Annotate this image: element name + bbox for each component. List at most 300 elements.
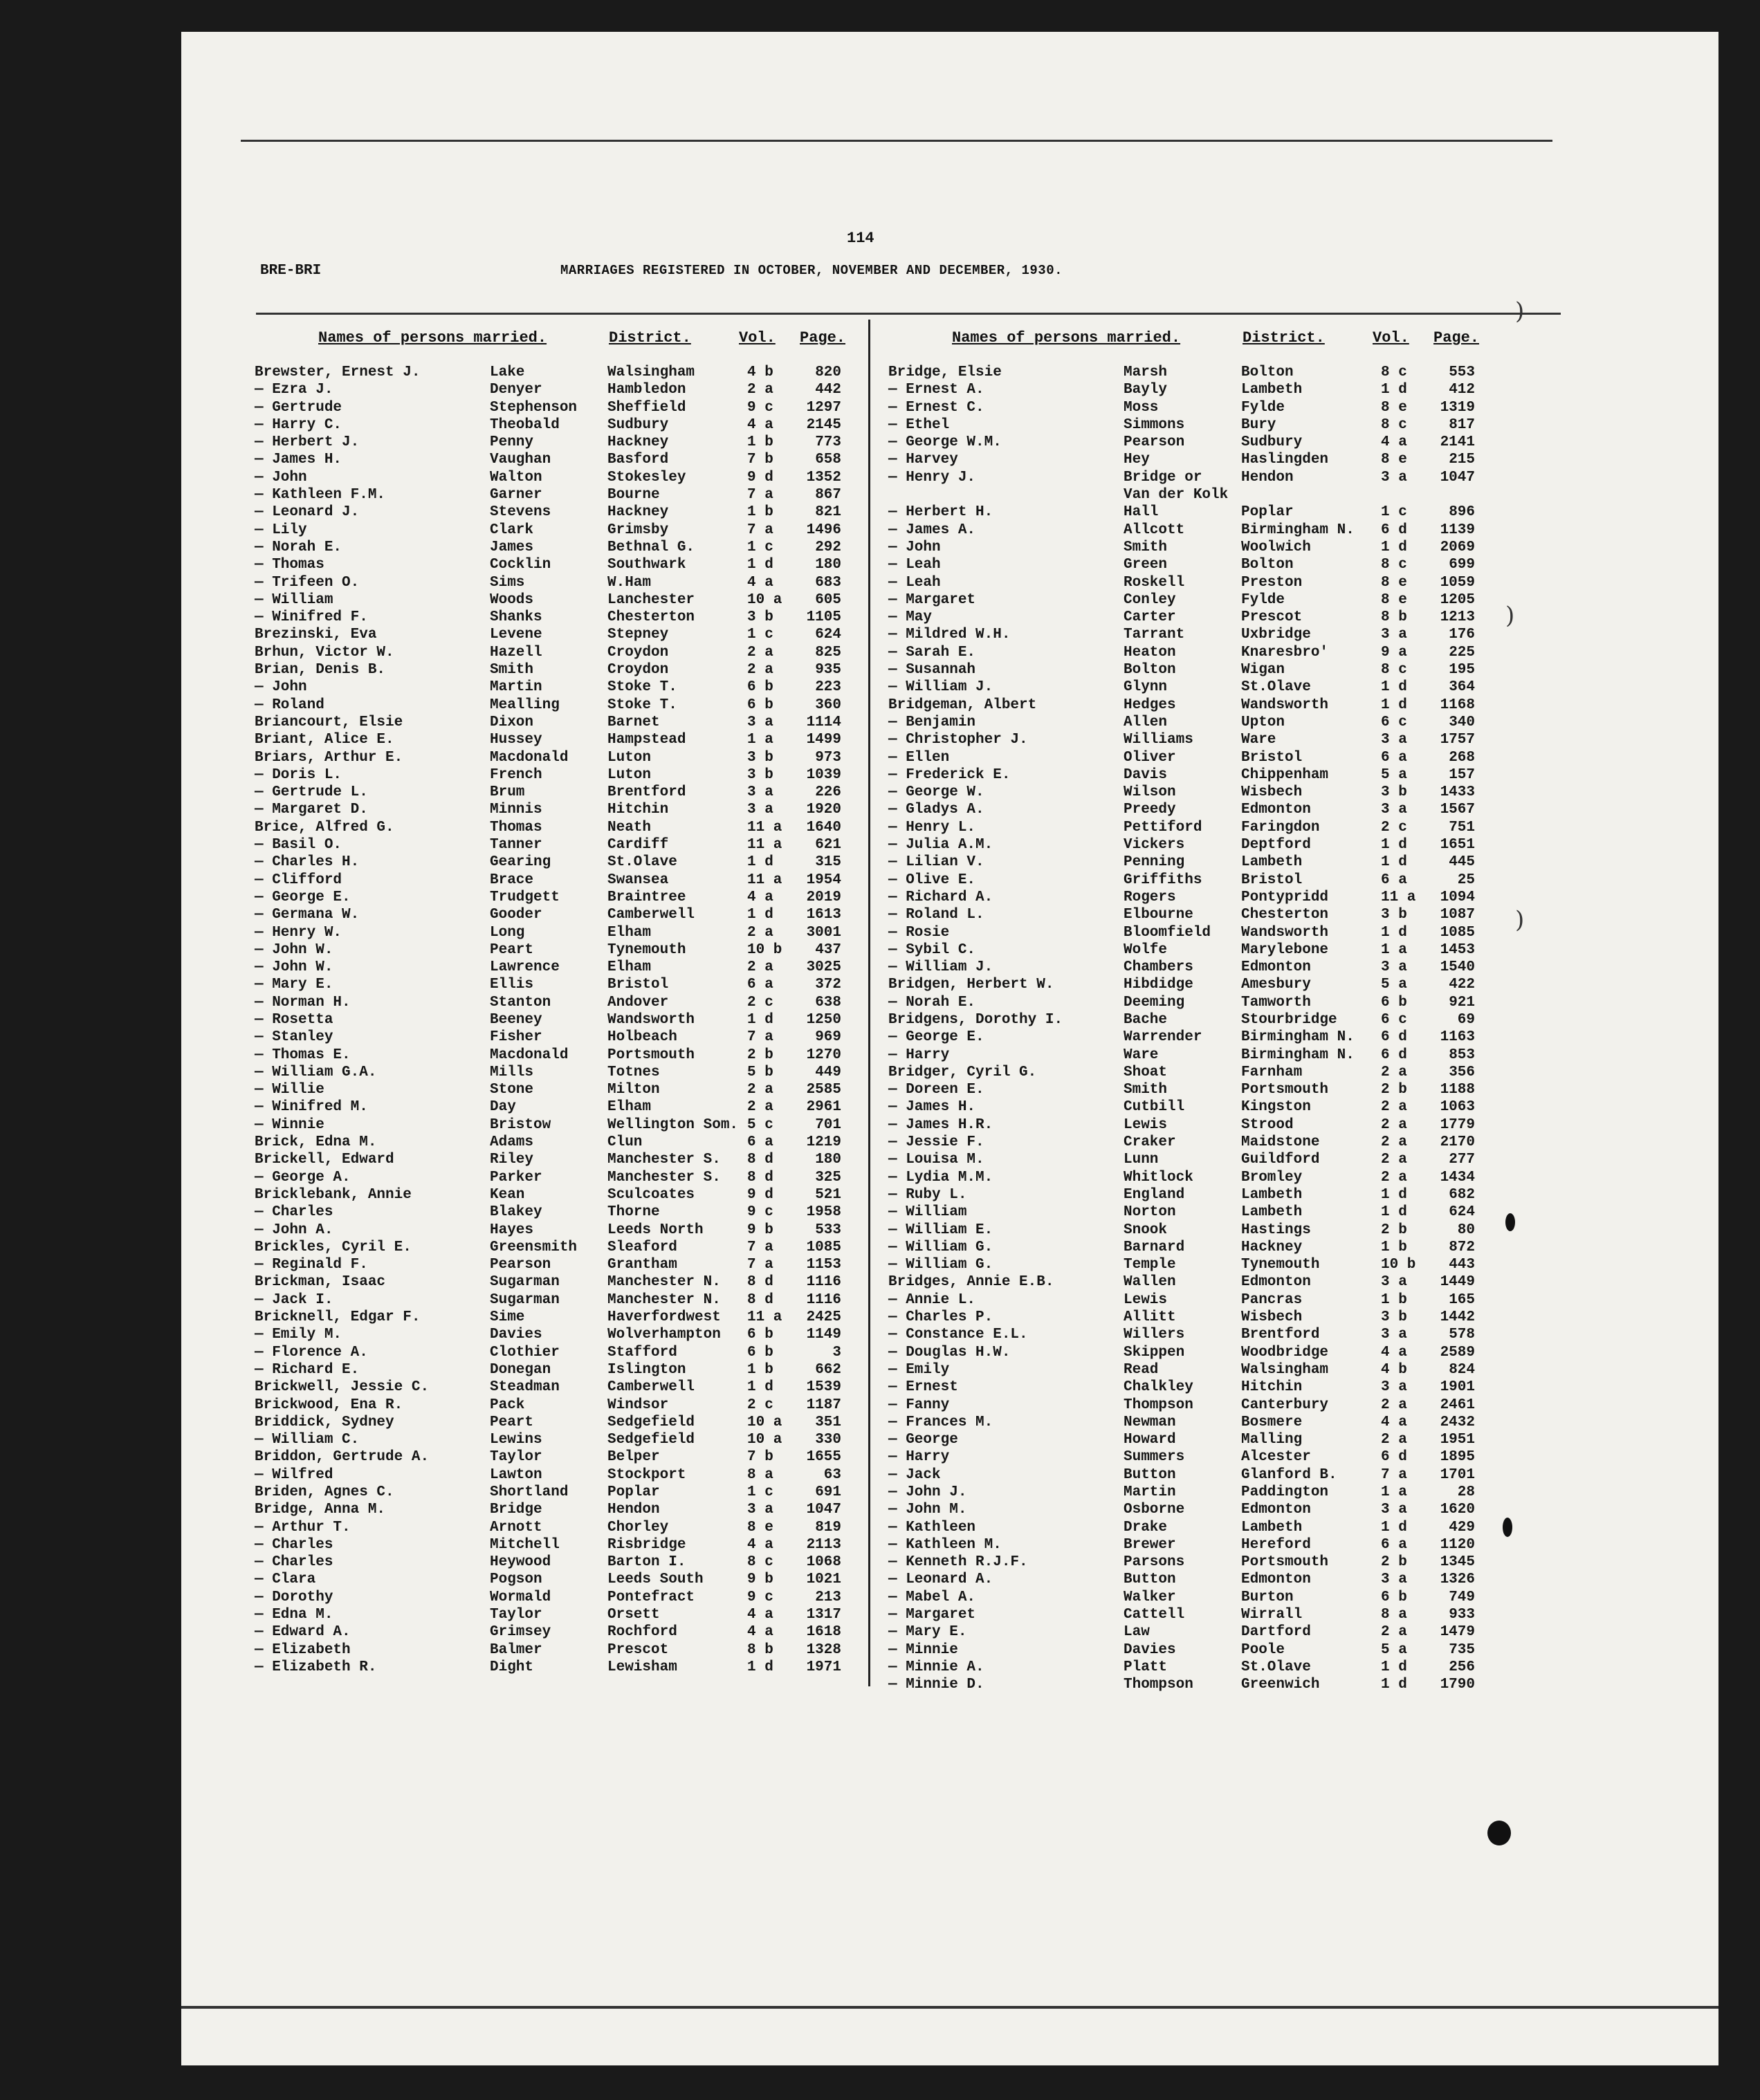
right-entry-row	[888, 1098, 1497, 1116]
entry-district: Stokesley	[607, 469, 686, 486]
entry-page: 2019	[806, 889, 841, 905]
left-entry-row	[255, 1659, 863, 1676]
right-entry-row	[888, 1151, 1497, 1168]
entry-page: 256	[1449, 1659, 1475, 1675]
entry-page: 1453	[1440, 941, 1475, 958]
right-entry-row	[888, 889, 1497, 906]
entry-vol: 6 d	[1381, 522, 1407, 538]
entry-page: 683	[815, 574, 841, 591]
entry-name: — John	[255, 679, 307, 696]
left-entry-row	[255, 906, 863, 923]
left-entry-row	[255, 434, 863, 451]
district-heading: District.	[609, 329, 691, 347]
entry-name: — William	[255, 591, 333, 608]
entry-page: 1068	[806, 1554, 841, 1571]
entry-vol: 3 a	[747, 784, 773, 801]
entry-page: 445	[1449, 854, 1475, 871]
entry-name: — Minnie D.	[888, 1677, 984, 1693]
entry-spouse: Deeming	[1124, 994, 1185, 1011]
left-entry-row	[255, 1623, 863, 1641]
entry-vol: 2 a	[747, 644, 773, 661]
entry-name: — William G.	[888, 1239, 993, 1255]
entry-vol: 7 a	[747, 1257, 773, 1273]
entry-vol: 8 a	[1381, 1607, 1407, 1623]
entry-district: Lambeth	[1241, 1186, 1303, 1203]
entry-district: Windsor	[607, 1397, 669, 1413]
entry-name: Briars, Arthur E.	[255, 749, 403, 766]
entry-district: Pontypridd	[1241, 889, 1329, 905]
entry-name: — John W.	[255, 959, 333, 976]
entry-vol: 8 c	[1381, 662, 1407, 679]
entry-name: Brhun, Victor W.	[255, 644, 394, 661]
entry-spouse: Shortland	[490, 1484, 569, 1500]
entry-district: Chippenham	[1241, 766, 1329, 783]
entry-vol: 1 d	[747, 557, 773, 573]
left-entry-row	[255, 574, 863, 591]
entry-spouse: Allen	[1124, 714, 1168, 730]
entry-name: — Constance E.L.	[888, 1327, 1028, 1343]
entry-page: 1655	[806, 1449, 841, 1466]
right-entry-row	[888, 504, 1497, 521]
entry-spouse: Williams	[1124, 732, 1193, 748]
left-entry-row	[255, 1309, 863, 1326]
entry-name: — Benjamin	[888, 714, 976, 730]
entry-vol: 6 b	[747, 679, 773, 696]
entry-district: Croydon	[607, 644, 669, 661]
entry-page: 819	[815, 1519, 841, 1536]
right-entry-row	[888, 1081, 1497, 1098]
entry-page: 157	[1449, 766, 1475, 783]
entry-name: — Ethel	[888, 416, 950, 433]
entry-spouse: Grimsey	[490, 1624, 551, 1641]
entry-vol: 8 c	[1381, 416, 1407, 433]
entry-district: Alcester	[1241, 1449, 1311, 1466]
entry-district: Greenwich	[1241, 1677, 1320, 1693]
entry-spouse: Green	[1124, 557, 1168, 573]
entry-vol: 2 a	[1381, 1064, 1407, 1080]
entry-page: 1352	[806, 469, 841, 486]
entry-vol: 1 d	[1381, 837, 1407, 854]
entry-name: — Mildred W.H.	[888, 627, 1011, 643]
entry-name: — Mary E.	[255, 977, 333, 993]
entry-page: 360	[815, 697, 841, 713]
right-entry-row	[888, 522, 1497, 539]
left-entry-row	[255, 872, 863, 889]
entry-vol: 1 b	[747, 1361, 773, 1378]
entry-page: 223	[815, 679, 841, 696]
entry-district: Grantham	[607, 1257, 677, 1273]
entry-name: — Ernest	[888, 1379, 958, 1396]
entry-page: 1567	[1440, 802, 1475, 818]
entry-district: Manchester N.	[607, 1274, 721, 1291]
right-entry-row	[888, 1676, 1497, 1693]
entry-vol: 1 d	[1381, 382, 1407, 398]
entry-district: Barnet	[607, 714, 660, 730]
entry-spouse: Long	[490, 924, 525, 941]
entry-vol: 3 a	[1381, 1502, 1407, 1518]
entry-vol: 3 a	[747, 1502, 773, 1518]
left-entry-row	[255, 1536, 863, 1554]
right-entry-row	[888, 451, 1497, 468]
entry-district: Chorley	[607, 1519, 669, 1536]
right-entry-row	[888, 1222, 1497, 1239]
entry-page: 69	[1457, 1011, 1475, 1028]
entry-name: — Gertrude L.	[255, 784, 368, 801]
left-entry-row	[255, 1204, 863, 1221]
entry-vol: 4 a	[1381, 434, 1407, 451]
right-entry-row	[888, 1011, 1497, 1029]
entry-spouse: Read	[1124, 1361, 1159, 1378]
entry-page: 1250	[806, 1011, 841, 1028]
page-heading: Page.	[1433, 329, 1480, 347]
entry-spouse: Sims	[490, 574, 525, 591]
page-number: 114	[847, 230, 874, 247]
entry-page: 973	[815, 749, 841, 766]
entry-name: — Richard A.	[888, 889, 993, 905]
entry-name: — Sybil C.	[888, 941, 976, 958]
entry-district: Deptford	[1241, 837, 1311, 854]
entry-page: 1326	[1440, 1572, 1475, 1588]
right-entry-row	[888, 661, 1497, 679]
entry-name: — Doris L.	[255, 766, 342, 783]
right-entry-row	[888, 1204, 1497, 1221]
entry-spouse: Hedges	[1124, 697, 1176, 713]
entry-vol: 1 d	[747, 1011, 773, 1028]
entry-page: 1958	[806, 1204, 841, 1221]
entry-spouse: Stone	[490, 1082, 534, 1098]
entry-spouse: Allcott	[1124, 522, 1185, 538]
entry-page: 1317	[806, 1607, 841, 1623]
entry-district: Wisbech	[1241, 784, 1303, 801]
entry-spouse: Thompson	[1124, 1397, 1193, 1413]
entry-district: Lambeth	[1241, 1204, 1303, 1221]
left-entry-row	[255, 1186, 863, 1204]
right-entry-row	[888, 1519, 1497, 1536]
entry-spouse: Summers	[1124, 1449, 1185, 1466]
right-entry-row	[888, 1116, 1497, 1134]
entry-name: — Kathleen F.M.	[255, 487, 386, 504]
index-range: BRE-BRI	[260, 263, 322, 279]
entry-name: — Edward A.	[255, 1624, 351, 1641]
entry-spouse: Temple	[1124, 1257, 1176, 1273]
entry-district: Bolton	[1241, 557, 1294, 573]
entry-district: Portsmouth	[1241, 1082, 1329, 1098]
entry-spouse: Tarrant	[1124, 627, 1185, 643]
entry-page: 2961	[806, 1099, 841, 1116]
entry-name: — Herbert J.	[255, 434, 360, 451]
entry-vol: 3 b	[1381, 1309, 1407, 1326]
entry-name: — Henry J.	[888, 469, 976, 486]
entry-page: 699	[1449, 557, 1475, 573]
entry-name: Bridger, Cyril G.	[888, 1064, 1037, 1080]
entry-name: — William G.	[888, 1257, 993, 1273]
entry-page: 682	[1449, 1186, 1475, 1203]
entry-vol: 3 a	[1381, 627, 1407, 643]
entry-district: Hitchin	[1241, 1379, 1303, 1396]
entry-spouse: Blakey	[490, 1204, 542, 1221]
entry-name: — George	[888, 1432, 958, 1448]
left-entry-row	[255, 591, 863, 609]
right-entry-row	[888, 679, 1497, 696]
entry-spouse: Steadman	[490, 1379, 560, 1396]
entry-vol: 1 b	[747, 504, 773, 521]
right-entry-row	[888, 1134, 1497, 1151]
entry-vol: 2 a	[747, 959, 773, 976]
right-entry-row	[888, 1448, 1497, 1466]
entry-district: Lambeth	[1241, 382, 1303, 398]
entry-spouse: Hibdidge	[1124, 977, 1193, 993]
entry-vol: 9 c	[747, 399, 773, 416]
right-entry-row	[888, 1484, 1497, 1501]
entry-page: 821	[815, 504, 841, 521]
entry-name: Bridgens, Dorothy I.	[888, 1011, 1063, 1028]
entry-name: — Minnie	[888, 1641, 958, 1658]
entry-page: 691	[815, 1484, 841, 1500]
entry-name: — John M.	[888, 1502, 967, 1518]
entry-vol: 3 a	[1381, 1572, 1407, 1588]
entry-vol: 2 a	[747, 924, 773, 941]
entry-spouse: Stevens	[490, 504, 551, 521]
entry-spouse: Clothier	[490, 1344, 560, 1361]
entry-name: — Henry L.	[888, 819, 976, 836]
entry-district: Bosmere	[1241, 1414, 1303, 1430]
left-entry-row	[255, 1554, 863, 1571]
entry-spouse: Skippen	[1124, 1344, 1185, 1361]
entry-district: Belper	[607, 1449, 660, 1466]
entry-district: Bristol	[607, 977, 669, 993]
entry-vol: 3 b	[1381, 907, 1407, 923]
entry-vol: 3 a	[747, 714, 773, 730]
entry-page: 1620	[1440, 1502, 1475, 1518]
entry-spouse: Hayes	[490, 1222, 534, 1238]
left-entry-row	[255, 731, 863, 748]
entry-name: — Harry	[888, 1047, 950, 1063]
entry-page: 442	[815, 382, 841, 398]
entry-name: — Elizabeth R.	[255, 1659, 377, 1675]
entry-spouse: Cutbill	[1124, 1099, 1185, 1116]
entry-vol: 7 a	[747, 1239, 773, 1255]
entry-vol: 1 d	[1381, 1204, 1407, 1221]
entry-district: Wigan	[1241, 662, 1285, 679]
entry-name: — Wilfred	[255, 1466, 333, 1483]
entry-page: 3	[832, 1344, 841, 1361]
entry-name: — Leah	[888, 574, 941, 591]
entry-spouse: Kean	[490, 1186, 525, 1203]
entry-page: 1116	[806, 1291, 841, 1308]
left-entry-row	[255, 451, 863, 468]
left-entry-row	[255, 469, 863, 486]
entry-spouse: Cocklin	[490, 557, 551, 573]
entry-vol: 6 b	[747, 697, 773, 713]
entry-name: — Christopher J.	[888, 732, 1028, 748]
entry-vol: 6 b	[1381, 1589, 1407, 1605]
entry-name: — Leonard J.	[255, 504, 360, 521]
district-heading: District.	[1243, 329, 1325, 347]
entry-vol: 1 d	[747, 854, 773, 871]
entry-name: — Norah E.	[888, 994, 976, 1011]
entry-district: Marylebone	[1241, 941, 1329, 958]
entry-vol: 5 b	[747, 1064, 773, 1080]
entry-name: — Mary E.	[888, 1624, 967, 1641]
entry-page: 1971	[806, 1659, 841, 1675]
entry-spouse: Clark	[490, 522, 534, 538]
entry-vol: 5 a	[1381, 1641, 1407, 1658]
entry-vol: 2 c	[1381, 819, 1407, 836]
entry-page: 28	[1457, 1484, 1475, 1500]
left-entries	[255, 364, 863, 1676]
entry-name: — James A.	[888, 522, 976, 538]
entry-district: Uxbridge	[1241, 627, 1311, 643]
entry-spouse: Theobald	[490, 416, 560, 433]
entry-vol: 1 d	[1381, 1519, 1407, 1536]
entry-page: 2069	[1440, 539, 1475, 555]
left-entry-row	[255, 504, 863, 521]
margin-mark: )	[1515, 906, 1525, 934]
entry-name: — Dorothy	[255, 1589, 333, 1605]
entry-vol: 1 b	[1381, 1291, 1407, 1308]
entry-page: 372	[815, 977, 841, 993]
entry-district: Stafford	[607, 1344, 677, 1361]
entry-vol: 3 b	[1381, 784, 1407, 801]
entry-district: Burton	[1241, 1589, 1294, 1605]
entry-district: Edmonton	[1241, 802, 1311, 818]
entry-name: Brice, Alfred G.	[255, 819, 394, 836]
entry-vol: 4 a	[747, 574, 773, 591]
right-column	[888, 329, 1497, 1694]
left-entry-row	[255, 381, 863, 398]
entry-spouse: Bayly	[1124, 382, 1168, 398]
entry-vol: 11 a	[747, 819, 782, 836]
entry-district: Edmonton	[1241, 1502, 1311, 1518]
entry-page: 969	[815, 1029, 841, 1046]
entry-spouse: Hall	[1124, 504, 1159, 521]
entry-name: — Charles P.	[888, 1309, 993, 1326]
entry-name: — William E.	[888, 1222, 993, 1238]
right-entry-row	[888, 994, 1497, 1011]
right-entry-row	[888, 1466, 1497, 1484]
entry-district: Preston	[1241, 574, 1303, 591]
entry-district: Hendon	[607, 1502, 660, 1518]
entry-spouse: Sugarman	[490, 1274, 560, 1291]
entry-name: — Harry C.	[255, 416, 342, 433]
entry-spouse: Bolton	[1124, 662, 1176, 679]
entry-vol: 8 e	[1381, 452, 1407, 468]
entry-page: 2432	[1440, 1414, 1475, 1430]
entry-page: 2145	[806, 416, 841, 433]
entry-page: 80	[1457, 1222, 1475, 1238]
entry-page: 165	[1449, 1291, 1475, 1308]
left-entry-row	[255, 1361, 863, 1379]
entry-page: 1920	[806, 802, 841, 818]
entry-page: 292	[815, 539, 841, 555]
entry-spouse: Pogson	[490, 1572, 542, 1588]
right-entry-row	[888, 1309, 1497, 1326]
entry-spouse: Adams	[490, 1134, 534, 1151]
entry-district: Croydon	[607, 662, 669, 679]
entry-spouse: Arnott	[490, 1519, 542, 1536]
entry-page: 422	[1449, 977, 1475, 993]
entry-district: St.Olave	[1241, 1659, 1311, 1675]
entry-district: Holbeach	[607, 1029, 677, 1046]
entry-district: Hampstead	[607, 732, 686, 748]
entry-vol: 7 b	[747, 452, 773, 468]
entry-spouse: Trudgett	[490, 889, 560, 905]
right-entry-row	[888, 1344, 1497, 1361]
entry-district: Hackney	[1241, 1239, 1303, 1255]
entry-page: 2170	[1440, 1134, 1475, 1151]
right-entry-row	[888, 434, 1497, 451]
entry-page: 1187	[806, 1397, 841, 1413]
entry-name: — Trifeen O.	[255, 574, 360, 591]
entry-district: Fylde	[1241, 591, 1285, 608]
right-entry-row	[888, 959, 1497, 976]
entry-page: 1021	[806, 1572, 841, 1588]
entry-name: — Norman H.	[255, 994, 351, 1011]
left-entry-row	[255, 1414, 863, 1431]
entry-name: — Germana W.	[255, 907, 360, 923]
entry-spouse: Bridge or	[1124, 469, 1202, 486]
right-entry-row	[888, 1397, 1497, 1414]
entry-name: Bridges, Annie E.B.	[888, 1274, 1054, 1291]
entry-page: 751	[1449, 819, 1475, 836]
entry-name: — Florence A.	[255, 1344, 368, 1361]
right-entry-row	[888, 1291, 1497, 1309]
entry-page: 226	[815, 784, 841, 801]
entry-district: Paddington	[1241, 1484, 1329, 1500]
entry-vol: 8 c	[1381, 557, 1407, 573]
entry-spouse: Beeney	[490, 1011, 542, 1028]
entry-vol: 10 b	[747, 941, 782, 958]
entry-name: — Harry	[888, 1449, 950, 1466]
entry-district: Southwark	[607, 557, 686, 573]
entry-page: 820	[815, 365, 841, 380]
entry-district: Birmingham N.	[1241, 1047, 1355, 1063]
entry-district: Risbridge	[607, 1536, 686, 1553]
entry-spouse: Hussey	[490, 732, 542, 748]
left-entry-row	[255, 697, 863, 714]
entry-district: Upton	[1241, 714, 1285, 730]
entry-spouse: Craker	[1124, 1134, 1176, 1151]
entry-page: 268	[1449, 749, 1475, 766]
entry-page: 1433	[1440, 784, 1475, 801]
entry-district: Birmingham N.	[1241, 1029, 1355, 1046]
entry-vol: 2 a	[1381, 1116, 1407, 1133]
left-entry-row	[255, 416, 863, 434]
entry-spouse: Conley	[1124, 591, 1176, 608]
entry-page: 1496	[806, 522, 841, 538]
entry-spouse: Lewis	[1124, 1291, 1168, 1308]
left-entry-row	[255, 1571, 863, 1588]
left-entry-row	[255, 1379, 863, 1396]
entry-vol: 8 a	[747, 1466, 773, 1483]
entry-name: — Douglas H.W.	[888, 1344, 1011, 1361]
entry-vol: 10 a	[747, 591, 782, 608]
entry-spouse: Howard	[1124, 1432, 1176, 1448]
entry-page: 1757	[1440, 732, 1475, 748]
entry-spouse: Preedy	[1124, 802, 1176, 818]
entry-page: 1039	[806, 766, 841, 783]
entry-spouse: Griffiths	[1124, 872, 1202, 888]
entry-spouse: Platt	[1124, 1659, 1168, 1675]
entry-district: Andover	[607, 994, 669, 1011]
entry-district: Wolverhampton	[607, 1327, 721, 1343]
entry-spouse: Roskell	[1124, 574, 1185, 591]
entry-district: Leeds North	[607, 1222, 704, 1238]
entry-spouse: Norton	[1124, 1204, 1176, 1221]
entry-page: 330	[815, 1432, 841, 1448]
entry-vol: 4 a	[1381, 1414, 1407, 1430]
left-column-header	[255, 329, 863, 364]
